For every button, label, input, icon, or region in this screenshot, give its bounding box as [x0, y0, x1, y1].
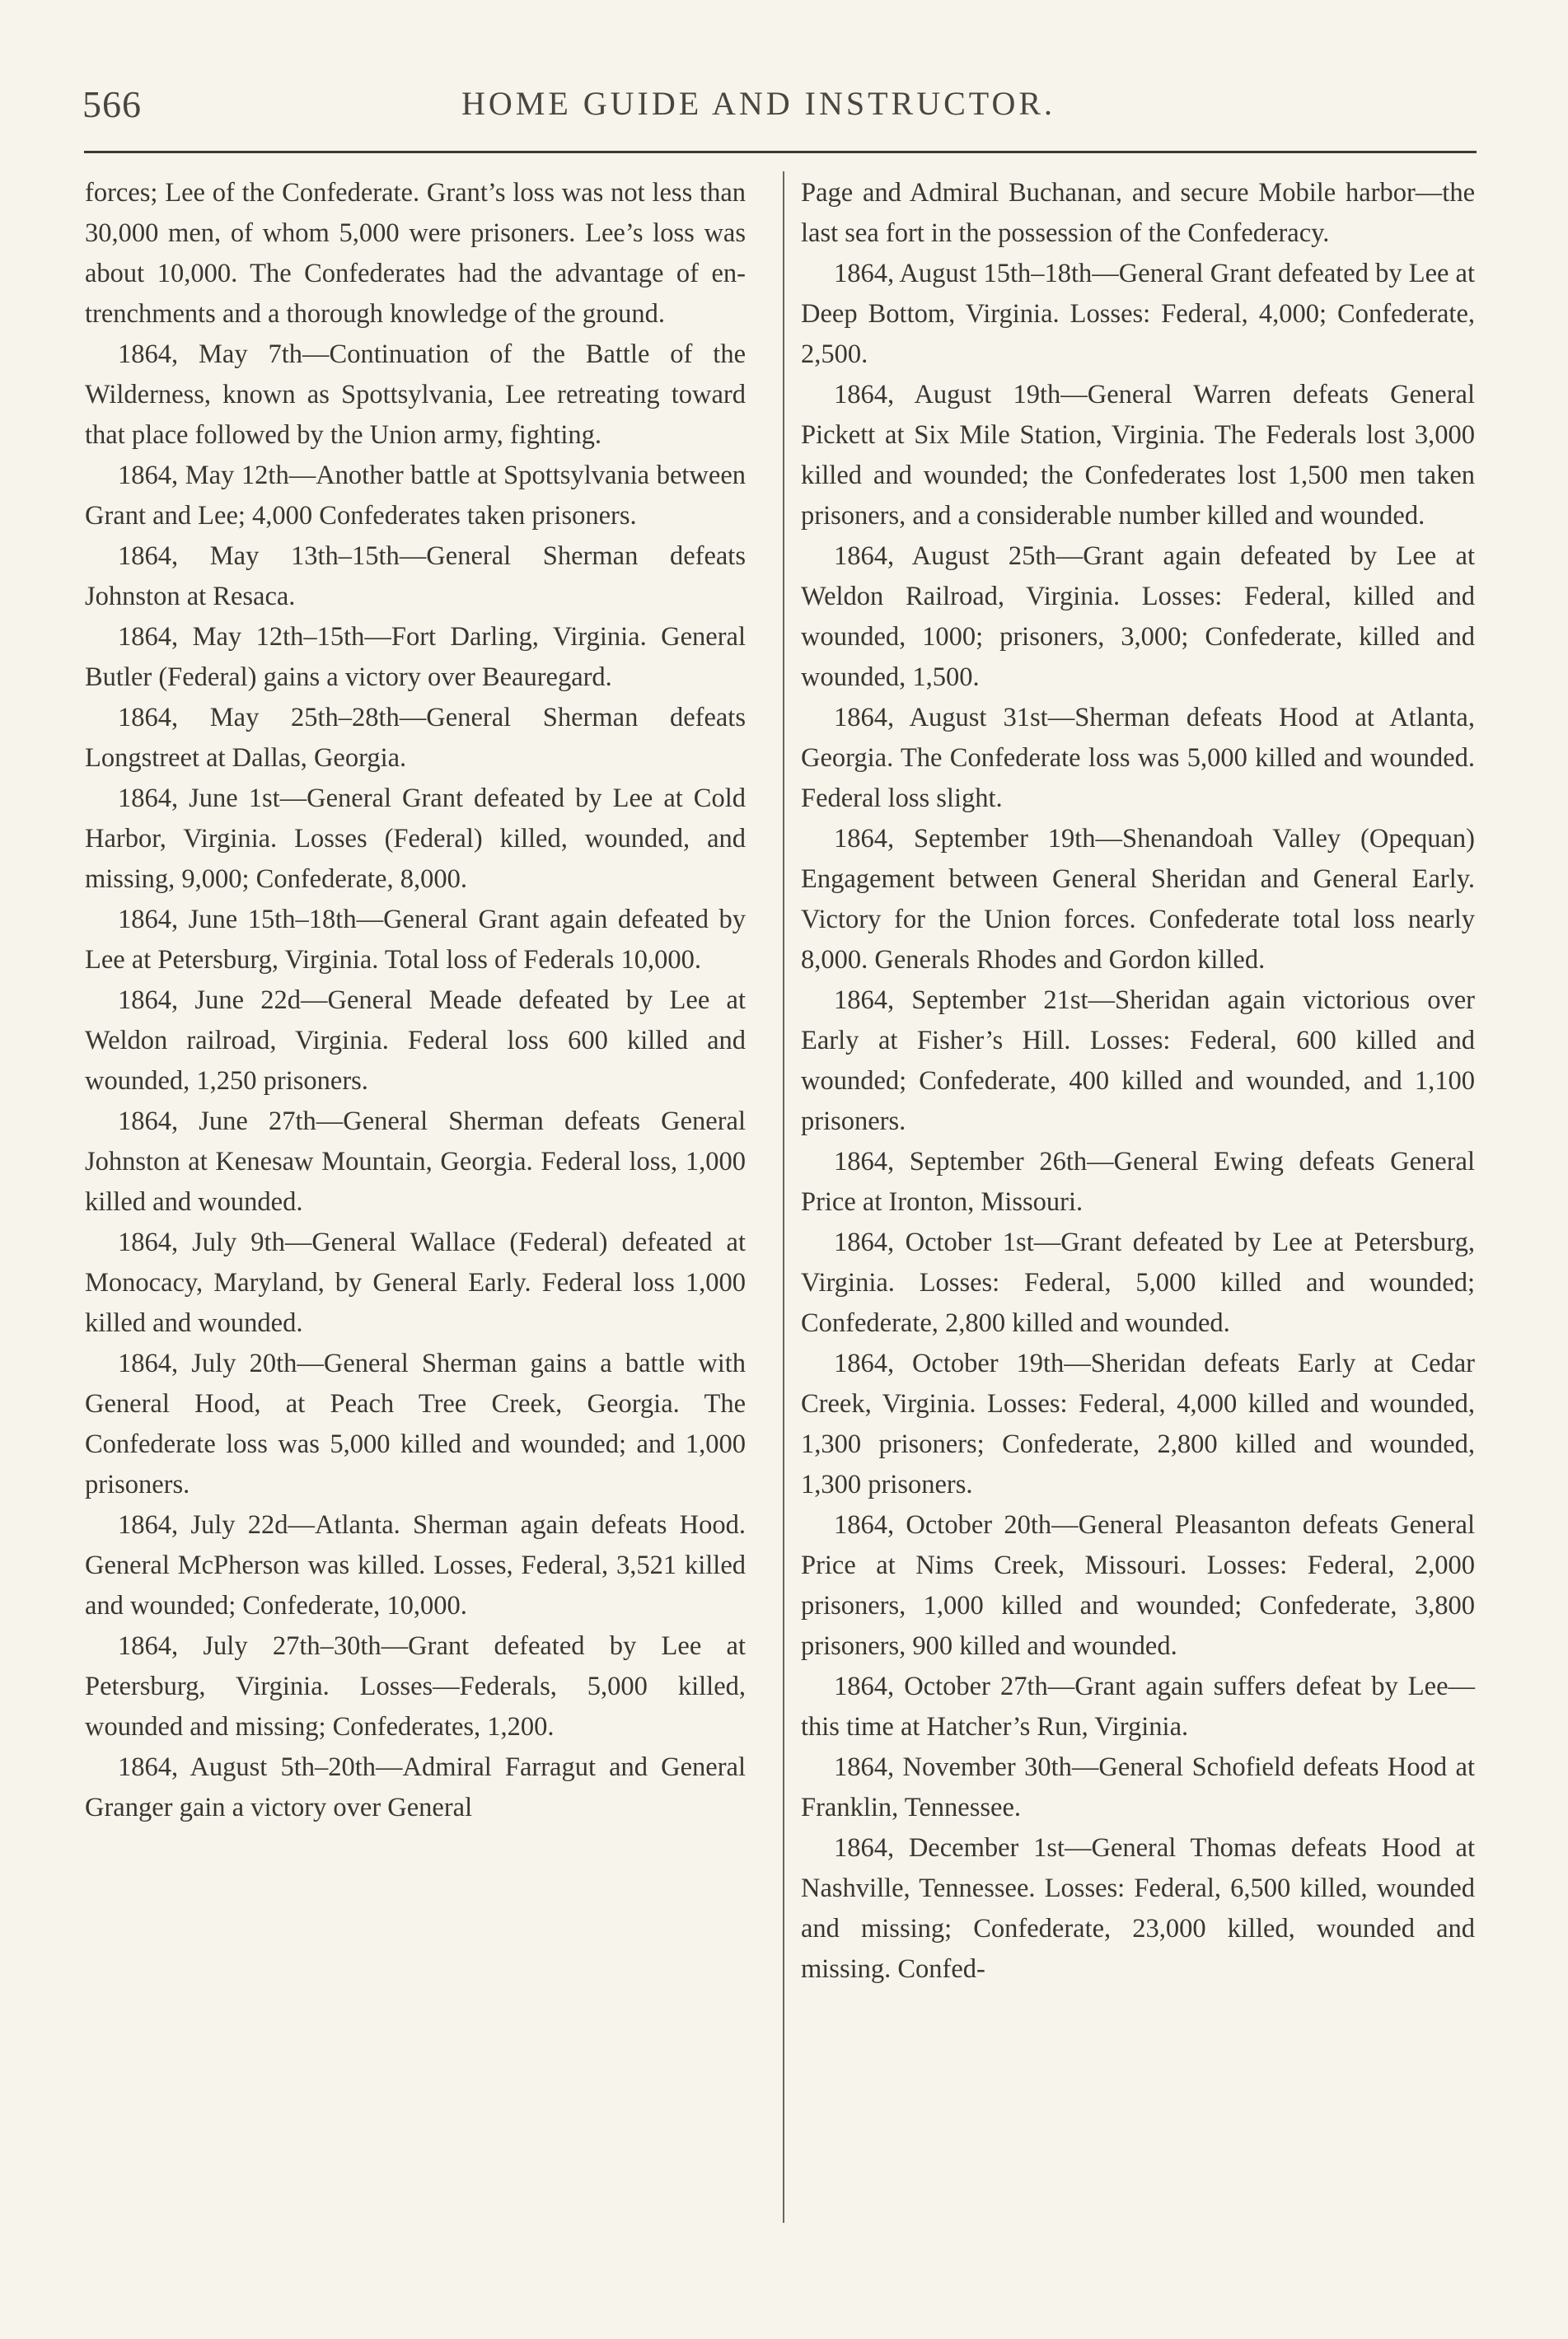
- paragraph: 1864, October 27th—Grant again suffers defeat by Lee—this time at Hatcher’s Run, Virginia.: [801, 1672, 1475, 1742]
- paragraph: 1864, June 15th–18th—General Grant again defeated by Lee at Petersburg, Virginia. Total loss of Federals 10,000.: [85, 905, 746, 975]
- paragraph: 1864, June 1st—General Grant defeated by Lee at Cold Harbor, Virginia. Losses (Federal) killed, wounded, and missing, 9,000; Confederate, 8,000.: [85, 784, 746, 894]
- paragraph: 1864, May 12th—Another battle at Spottsylvania between Grant and Lee; 4,000 Confederates taken prisoners.: [85, 461, 746, 531]
- paragraph: 1864, July 22d—Atlanta. Sherman again defeats Hood. General McPherson was killed. Losses, Federal, 3,521 killed and wounded; Confederate, 10,000.: [85, 1510, 746, 1621]
- running-head: HOME GUIDE AND INSTRUCTOR.: [461, 85, 1056, 122]
- paragraph: 1864, October 1st—Grant defeated by Lee at Petersburg, Virginia. Losses: Federal, 5,000 killed and wounded; Confederate, 2,800 killed and wounded.: [801, 1228, 1475, 1338]
- paragraph: 1864, August 25th—Grant again defeated by Lee at Weldon Railroad, Virginia. Losses: Federal, killed and wounded, 1000; prisoners, 3,000; Confederate, killed and wounded, 1,500.: [801, 541, 1475, 692]
- paragraph: 1864, June 27th—General Sherman defeats General Johnston at Kenesaw Mountain, Georgia. Federal loss, 1,000 killed and wounded.: [85, 1106, 746, 1217]
- paragraph: 1864, October 20th—General Pleasanton defeats General Price at Nims Creek, Missouri. Losses: Federal, 2,000 prisoners, 1,000 killed and wounded; Confederate, 3,800 prisoners, 900 killed and wounded.: [801, 1510, 1475, 1661]
- paragraph: 1864, September 21st—Sheridan again victorious over Early at Fisher’s Hill. Losses: Federal, 600 killed and wounded; Confederate, 400 killed and wounded, and 1,100 prisoners.: [801, 985, 1475, 1136]
- paragraph: 1864, September 26th—General Ewing defeats General Price at Ironton, Missouri.: [801, 1147, 1475, 1217]
- paragraph: 1864, October 19th—Sheridan defeats Early at Cedar Creek, Virginia. Losses: Federal, 4,000 killed and wounded, 1,300 prisoners; Confederate, 2,800 killed and wounded, 1,300 prisoners.: [801, 1349, 1475, 1499]
- paragraph: 1864, August 15th–18th—General Grant defeated by Lee at Deep Bottom, Virginia. Losses: Federal, 4,000; Confederate, 2,500.: [801, 259, 1475, 369]
- header-rule: [84, 151, 1477, 153]
- column-divider: [783, 171, 784, 2223]
- paragraph: 1864, August 19th—General Warren defeats General Pickett at Six Mile Station, Virginia. The Federals lost 3,000 killed and wounded; the Confederates lost 1,500 men taken prisoners, and a considerable number killed and wounded.: [801, 380, 1475, 531]
- paragraph: 1864, July 9th—General Wallace (Federal) defeated at Monocacy, Maryland, by General Early. Federal loss 1,000 killed and wounded.: [85, 1228, 746, 1338]
- paragraph: 1864, September 19th—Shenandoah Valley (Opequan) Engagement between General Sheridan and General Early. Victory for the Union forces. Confederate total loss nearly 8,000. Generals Rhodes and Gordon killed.: [801, 824, 1475, 975]
- paragraph: 1864, July 20th—General Sherman gains a battle with General Hood, at Peach Tree Creek, Georgia. The Confederate loss was 5,000 killed and wounded; and 1,000 prisoners.: [85, 1349, 746, 1499]
- paragraph: 1864, August 5th–20th—Admiral Farragut and General Granger gain a victory over General: [85, 1752, 746, 1822]
- paragraph: 1864, May 13th–15th—General Sherman defeats Johnston at Resaca.: [85, 541, 746, 611]
- page-number: 566: [82, 83, 142, 125]
- left-column: [85, 173, 746, 1828]
- paragraph: 1864, August 31st—Sherman defeats Hood at Atlanta, Georgia. The Confederate loss was 5,000 killed and wounded. Federal loss slight.: [801, 703, 1475, 813]
- paragraph: 1864, November 30th—General Schofield defeats Hood at Franklin, Tennessee.: [801, 1752, 1475, 1822]
- paragraph: 1864, May 25th–28th—General Sherman defeats Longstreet at Dallas, Georgia.: [85, 703, 746, 773]
- paragraph: 1864, May 7th—Continuation of the Battle of the Wilderness, known as Spottsylvania, Lee retreating toward that place followed by the Union army, fighting.: [85, 339, 746, 450]
- paragraph: 1864, July 27th–30th—Grant defeated by Lee at Petersburg, Virginia. Losses—Federals, 5,000 killed, wounded and missing; Confederates, 1,200.: [85, 1631, 746, 1742]
- paragraph: forces; Lee of the Confederate. Grant’s loss was not less than 30,000 men, of whom 5,000 were prisoners. Lee’s loss was about 10,000. The Confederates had the advantage of entrenchments and a thorough knowledge of the ground.: [85, 178, 746, 329]
- paragraph: Page and Admiral Buchanan, and secure Mobile harbor—the last sea fort in the possession of the Confederacy.: [801, 178, 1475, 248]
- paragraph: 1864, December 1st—General Thomas defeats Hood at Nashville, Tennessee. Losses: Federal, 6,500 killed, wounded and missing; Confederate, 23,000 killed, wounded and missing. Confed-: [801, 1833, 1475, 1984]
- paragraph: 1864, May 12th–15th—Fort Darling, Virginia. General Butler (Federal) gains a victory over Beauregard.: [85, 622, 746, 692]
- paragraph: 1864, June 22d—General Meade defeated by Lee at Weldon railroad, Virginia. Federal loss 600 killed and wounded, 1,250 prisoners.: [85, 985, 746, 1096]
- right-column: [801, 173, 1475, 1990]
